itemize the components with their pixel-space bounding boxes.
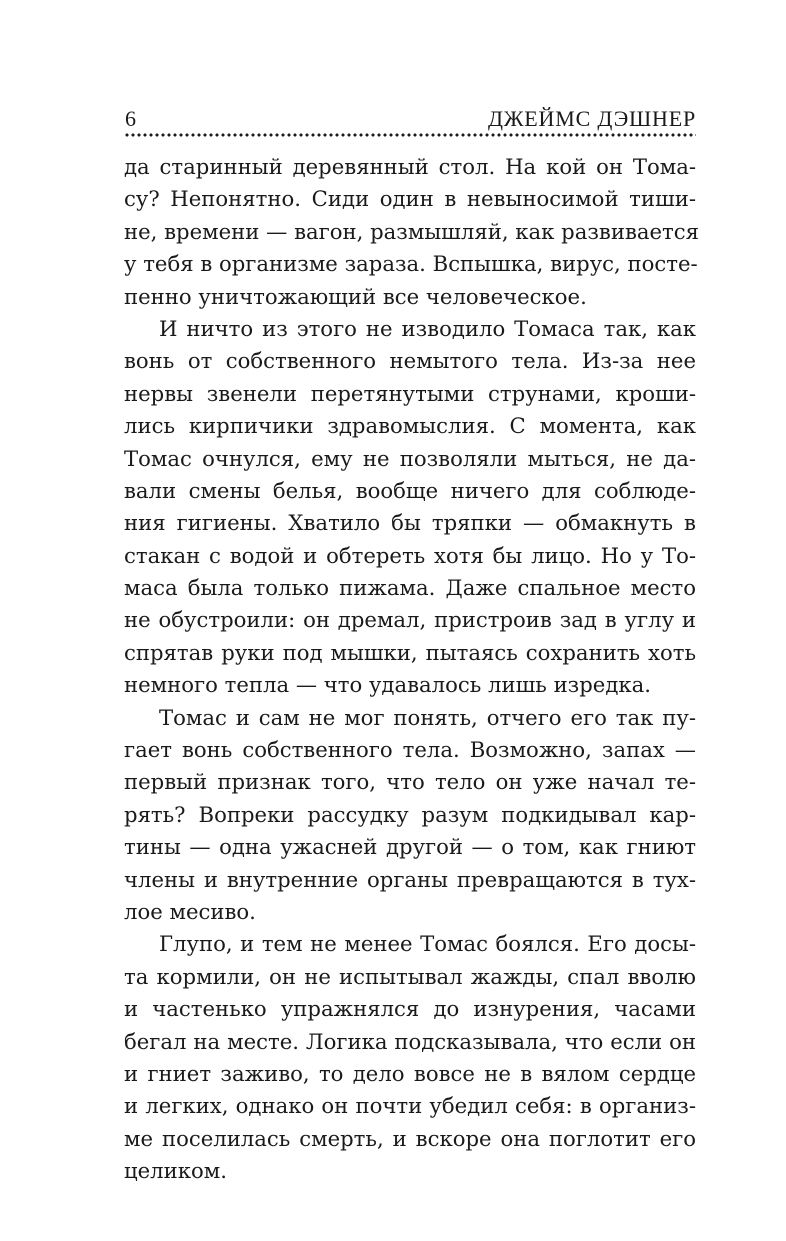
text-line: маса была только пижама. Даже спальное место	[124, 575, 696, 601]
text-line: Томас очнулся, ему не позволяли мыться, не да-	[124, 445, 696, 471]
body-text	[124, 151, 700, 1188]
paragraph	[124, 151, 700, 313]
text-line: целиком.	[124, 1158, 227, 1184]
text-line: гает вонь собственного тела. Возможно, запах —	[124, 737, 696, 763]
running-head-author: ДЖЕЙМС ДЭШНЕР	[487, 106, 696, 131]
text-line: и частенько упражнялся до изнурения, часами	[124, 996, 696, 1022]
text-line: немного тепла — что удавалось лишь изредка.	[124, 672, 651, 698]
text-line: и легких, однако он почти убедил себя: в организ-	[124, 1093, 696, 1119]
text-line: Глупо, и тем не менее Томас боялся. Его досы-	[159, 931, 696, 957]
text-line: стакан с водой и обтереть хотя бы лицо. Но у То-	[124, 542, 696, 568]
paragraph	[124, 702, 696, 929]
text-line: спрятав руки под мышки, пытаясь сохранить хоть	[124, 639, 696, 665]
text-line: су? Непонятно. Сиди один в невыносимой тиши-	[124, 186, 696, 212]
text-line: бегал на месте. Логика подсказывала, что если он	[124, 1028, 696, 1054]
paragraph	[124, 928, 696, 1187]
text-line: та кормили, он не испытывал жажды, спал вволю	[124, 963, 696, 989]
text-line: Томас и сам не мог понять, отчего его так пу-	[159, 704, 696, 730]
text-line: нервы звенели перетянутыми струнами, кроши-	[124, 380, 696, 406]
text-line: ме поселилась смерть, и вскоре она поглотит его	[124, 1125, 696, 1151]
text-line: тины — одна ужасней другой — о том, как гниют	[124, 834, 696, 860]
text-line: не обустроили: он дремал, пристроив зад в углу и	[124, 607, 696, 633]
header-dotted-rule	[124, 133, 696, 137]
text-line: у тебя в организме зараза. Вспышка, вирус, посте-	[124, 251, 698, 277]
text-line: пенно уничтожающий все человеческое.	[124, 283, 587, 309]
text-line: ния гигиены. Хватило бы тряпки — обмакнуть в	[124, 510, 696, 536]
text-line: лись кирпичики здравомыслия. С момента, как	[124, 413, 696, 439]
page-number: 6	[125, 106, 137, 131]
text-line: лое месиво.	[124, 898, 256, 924]
text-line: вонь от собственного немытого тела. Из-за нее	[124, 348, 696, 374]
running-head	[124, 106, 696, 136]
text-line: вали смены белья, вообще ничего для соблюде-	[124, 477, 696, 503]
paragraph	[124, 313, 696, 702]
text-line: И ничто из этого не изводило Томаса так, как	[159, 315, 696, 341]
text-line: рять? Вопреки рассудку разум подкидывал кар-	[124, 801, 696, 827]
text-line: первый признак того, что тело он уже начал те-	[124, 769, 696, 795]
text-line: да старинный деревянный стол. На кой он Тома-	[124, 154, 696, 179]
text-line: и гниет заживо, то дело вовсе не в вялом сердце	[124, 1060, 696, 1086]
text-line: не, времени — вагон, размышляй, как развивается	[124, 218, 700, 244]
text-line: члены и внутренние органы превращаются в тух-	[124, 866, 696, 892]
